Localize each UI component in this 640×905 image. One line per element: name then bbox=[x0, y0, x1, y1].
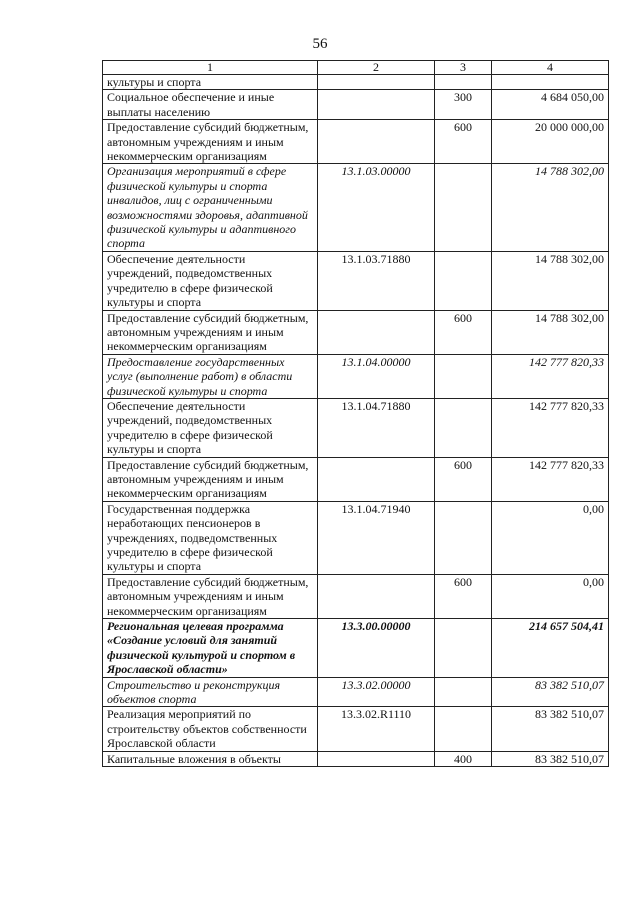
table-row bbox=[103, 707, 609, 751]
row-type-cell: 600 bbox=[435, 574, 492, 618]
table-row bbox=[103, 251, 609, 310]
table-row bbox=[103, 677, 609, 707]
row-name-cell: Региональная целевая программа «Создание условий для занятий физической культурой и спортом в Ярославской области» bbox=[103, 619, 318, 678]
table-row bbox=[103, 501, 609, 574]
page-number: 56 bbox=[312, 36, 328, 52]
row-type-cell bbox=[435, 354, 492, 398]
row-code-cell bbox=[318, 751, 435, 766]
table-row bbox=[103, 310, 609, 354]
header-col-3: 3 bbox=[435, 61, 492, 75]
row-name-cell: Организация мероприятий в сфере физической культуры и спорта инвалидов, лиц с ограниченными возможностями здоровья, адаптивной физической культуры и адаптивного спорта bbox=[103, 164, 318, 251]
table-row bbox=[103, 574, 609, 618]
row-code-cell: 13.1.04.71940 bbox=[318, 501, 435, 574]
row-type-cell: 600 bbox=[435, 310, 492, 354]
row-amount-cell: 83 382 510,07 bbox=[492, 677, 609, 707]
row-code-cell: 13.1.04.00000 bbox=[318, 354, 435, 398]
row-name-cell: Предоставление субсидий бюджетным, автономным учреждениям и иным некоммерческим организациям bbox=[103, 310, 318, 354]
row-name-cell: Капитальные вложения в объекты bbox=[103, 751, 318, 766]
row-code-cell: 13.1.04.71880 bbox=[318, 398, 435, 457]
row-code-cell bbox=[318, 90, 435, 120]
row-name-cell: Государственная поддержка неработающих пенсионеров в учреждениях, подведомственных учредителю в сфере физической культуры и спорта bbox=[103, 501, 318, 574]
header-col-2: 2 bbox=[318, 61, 435, 75]
header-col-4: 4 bbox=[492, 61, 609, 75]
row-code-cell: 13.1.03.71880 bbox=[318, 251, 435, 310]
row-type-cell: 600 bbox=[435, 457, 492, 501]
row-code-cell bbox=[318, 457, 435, 501]
row-code-cell bbox=[318, 120, 435, 164]
row-name-cell: Предоставление субсидий бюджетным, автономным учреждениям и иным некоммерческим организациям bbox=[103, 574, 318, 618]
table-row bbox=[103, 457, 609, 501]
row-amount-cell: 142 777 820,33 bbox=[492, 354, 609, 398]
row-amount-cell: 0,00 bbox=[492, 501, 609, 574]
row-name-cell: Предоставление субсидий бюджетным, автономным учреждениям и иным некоммерческим организациям bbox=[103, 457, 318, 501]
row-code-cell: 13.3.02.00000 bbox=[318, 677, 435, 707]
row-code-cell: 13.3.02.R1110 bbox=[318, 707, 435, 751]
row-amount-cell: 14 788 302,00 bbox=[492, 310, 609, 354]
header-col-1: 1 bbox=[103, 61, 318, 75]
table-row bbox=[103, 120, 609, 164]
row-type-cell bbox=[435, 75, 492, 90]
row-type-cell bbox=[435, 619, 492, 678]
row-amount-cell: 83 382 510,07 bbox=[492, 707, 609, 751]
row-name-cell: Предоставление государственных услуг (выполнение работ) в области физической культуры и спорта bbox=[103, 354, 318, 398]
row-type-cell bbox=[435, 501, 492, 574]
table-row bbox=[103, 619, 609, 678]
row-name-cell: Социальное обеспечение и иные выплаты населению bbox=[103, 90, 318, 120]
row-amount-cell: 14 788 302,00 bbox=[492, 251, 609, 310]
row-code-cell: 13.1.03.00000 bbox=[318, 164, 435, 251]
budget-table bbox=[102, 60, 609, 767]
table-row bbox=[103, 90, 609, 120]
table-row bbox=[103, 354, 609, 398]
row-name-cell: Строительство и реконструкция объектов спорта bbox=[103, 677, 318, 707]
header-row bbox=[103, 61, 609, 75]
row-type-cell bbox=[435, 398, 492, 457]
row-type-cell bbox=[435, 677, 492, 707]
row-code-cell: 13.3.00.00000 bbox=[318, 619, 435, 678]
row-amount-cell: 142 777 820,33 bbox=[492, 398, 609, 457]
row-name-cell: культуры и спорта bbox=[103, 75, 318, 90]
row-type-cell: 300 bbox=[435, 90, 492, 120]
row-amount-cell: 4 684 050,00 bbox=[492, 90, 609, 120]
row-code-cell bbox=[318, 75, 435, 90]
row-amount-cell: 142 777 820,33 bbox=[492, 457, 609, 501]
table-row bbox=[103, 751, 609, 766]
row-name-cell: Предоставление субсидий бюджетным, автономным учреждениям и иным некоммерческим организациям bbox=[103, 120, 318, 164]
table-row bbox=[103, 398, 609, 457]
row-code-cell bbox=[318, 310, 435, 354]
row-amount-cell: 0,00 bbox=[492, 574, 609, 618]
row-amount-cell: 20 000 000,00 bbox=[492, 120, 609, 164]
row-code-cell bbox=[318, 574, 435, 618]
row-name-cell: Реализация мероприятий по строительству объектов собственности Ярославской области bbox=[103, 707, 318, 751]
row-name-cell: Обеспечение деятельности учреждений, подведомственных учредителю в сфере физической культуры и спорта bbox=[103, 251, 318, 310]
row-amount-cell: 83 382 510,07 bbox=[492, 751, 609, 766]
row-amount-cell: 14 788 302,00 bbox=[492, 164, 609, 251]
row-amount-cell: 214 657 504,41 bbox=[492, 619, 609, 678]
row-amount-cell bbox=[492, 75, 609, 90]
row-type-cell: 600 bbox=[435, 120, 492, 164]
row-type-cell bbox=[435, 251, 492, 310]
row-name-cell: Обеспечение деятельности учреждений, подведомственных учредителю в сфере физической культуры и спорта bbox=[103, 398, 318, 457]
table-row bbox=[103, 164, 609, 251]
row-type-cell bbox=[435, 164, 492, 251]
row-type-cell bbox=[435, 707, 492, 751]
row-type-cell: 400 bbox=[435, 751, 492, 766]
table-row bbox=[103, 75, 609, 90]
